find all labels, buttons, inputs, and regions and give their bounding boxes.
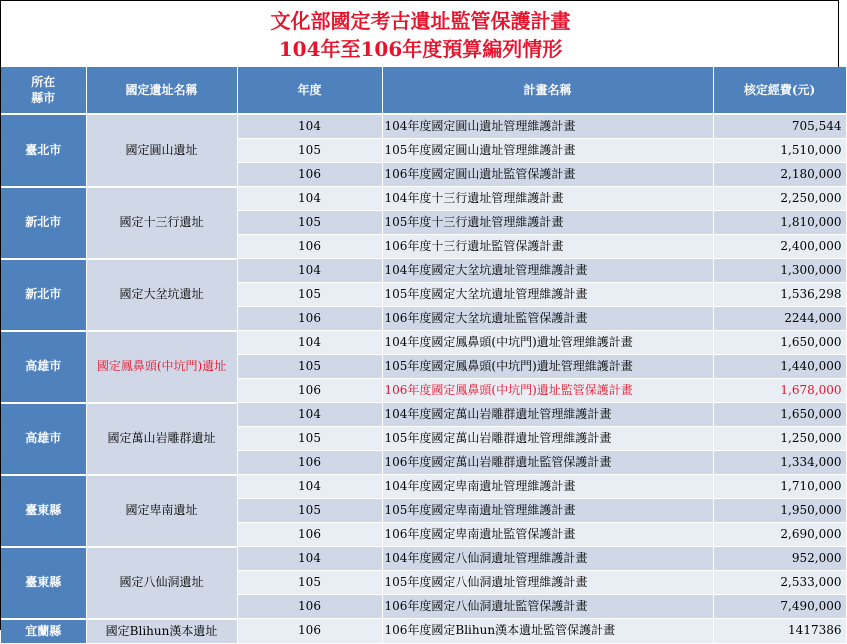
plan-name-cell: 106年度十三行遺址監管保護計畫 [382, 235, 713, 259]
page-title [1, 7, 840, 63]
site-name-cell: 國定Blihun漢本遺址 [86, 619, 237, 644]
header-city: 所在 縣市 [1, 67, 86, 114]
site-name-cell: 國定鳳鼻頭(中坑門)遺址 [86, 331, 237, 403]
site-name-cell: 國定萬山岩雕群遺址 [86, 403, 237, 475]
year-cell: 106 [237, 307, 382, 331]
budget-amount-cell: 1,678,000 [713, 379, 846, 403]
table-row [1, 331, 846, 355]
plan-name-cell: 106年度國定八仙洞遺址監管保護計畫 [382, 595, 713, 619]
site-name-cell: 國定圓山遺址 [86, 114, 237, 187]
budget-amount-cell: 1,950,000 [713, 499, 846, 523]
table-row [1, 619, 846, 644]
year-cell: 104 [237, 114, 382, 139]
plan-name-cell: 105年度國定大坌坑遺址管理維護計畫 [382, 283, 713, 307]
year-cell: 104 [237, 475, 382, 499]
budget-amount-cell: 2,533,000 [713, 571, 846, 595]
budget-amount-cell: 1417386 [713, 619, 846, 644]
city-cell: 臺北市 [1, 114, 86, 187]
plan-name-cell: 105年度十三行遺址管理維護計畫 [382, 211, 713, 235]
budget-amount-cell: 1,650,000 [713, 403, 846, 427]
plan-name-cell: 106年度國定鳳鼻頭(中坑門)遺址監管保護計畫 [382, 379, 713, 403]
budget-amount-cell: 1,440,000 [713, 355, 846, 379]
plan-name-cell: 105年度國定圓山遺址管理維護計畫 [382, 139, 713, 163]
site-name-cell: 國定八仙洞遺址 [86, 547, 237, 619]
budget-amount-cell: 1,810,000 [713, 211, 846, 235]
header-row [1, 67, 846, 114]
budget-amount-cell: 1,536,298 [713, 283, 846, 307]
budget-amount-cell: 1,650,000 [713, 331, 846, 355]
plan-name-cell: 104年度國定大坌坑遺址管理維護計畫 [382, 259, 713, 283]
table-row [1, 475, 846, 499]
budget-amount-cell: 2,180,000 [713, 163, 846, 187]
city-cell: 高雄市 [1, 403, 86, 475]
title-line-2: 104年至106年度預算編列情形 [278, 37, 563, 61]
plan-name-cell: 104年度國定八仙洞遺址管理維護計畫 [382, 547, 713, 571]
city-cell: 新北市 [1, 187, 86, 259]
city-cell: 臺東縣 [1, 475, 86, 547]
plan-name-cell: 105年度國定卑南遺址管理維護計畫 [382, 499, 713, 523]
budget-amount-cell: 1,250,000 [713, 427, 846, 451]
plan-name-cell: 104年度國定卑南遺址管理維護計畫 [382, 475, 713, 499]
plan-name-cell: 104年度十三行遺址管理維護計畫 [382, 187, 713, 211]
site-name-cell: 國定卑南遺址 [86, 475, 237, 547]
header-site: 國定遺址名稱 [86, 67, 237, 114]
plan-name-cell: 104年度國定鳳鼻頭(中坑門)遺址管理維護計畫 [382, 331, 713, 355]
year-cell: 104 [237, 331, 382, 355]
budget-amount-cell: 1,300,000 [713, 259, 846, 283]
year-cell: 105 [237, 139, 382, 163]
plan-name-cell: 104年度國定萬山岩雕群遺址管理維護計畫 [382, 403, 713, 427]
year-cell: 104 [237, 403, 382, 427]
title-line-1: 文化部國定考古遺址監管保護計畫 [270, 9, 571, 33]
year-cell: 106 [237, 451, 382, 475]
budget-table [1, 67, 847, 644]
header-plan: 計畫名稱 [382, 67, 713, 114]
year-cell: 104 [237, 187, 382, 211]
table-row [1, 259, 846, 283]
year-cell: 105 [237, 283, 382, 307]
city-cell: 新北市 [1, 259, 86, 331]
year-cell: 105 [237, 499, 382, 523]
year-cell: 106 [237, 235, 382, 259]
table-row [1, 403, 846, 427]
year-cell: 105 [237, 211, 382, 235]
plan-name-cell: 106年度國定大坌坑遺址監管保護計畫 [382, 307, 713, 331]
budget-amount-cell: 952,000 [713, 547, 846, 571]
year-cell: 106 [237, 379, 382, 403]
year-cell: 104 [237, 547, 382, 571]
budget-amount-cell: 7,490,000 [713, 595, 846, 619]
table-row [1, 547, 846, 571]
city-cell: 高雄市 [1, 331, 86, 403]
budget-amount-cell: 705,544 [713, 114, 846, 139]
year-cell: 105 [237, 571, 382, 595]
table-row [1, 187, 846, 211]
budget-amount-cell: 1,710,000 [713, 475, 846, 499]
budget-amount-cell: 2,690,000 [713, 523, 846, 547]
plan-name-cell: 105年度國定萬山岩雕群遺址管理維護計畫 [382, 427, 713, 451]
city-cell: 宜蘭縣 [1, 619, 86, 644]
header-budget: 核定經費(元) [713, 67, 846, 114]
header-year: 年度 [237, 67, 382, 114]
year-cell: 105 [237, 427, 382, 451]
plan-name-cell: 106年度國定圓山遺址監管保護計畫 [382, 163, 713, 187]
city-cell: 臺東縣 [1, 547, 86, 619]
plan-name-cell: 105年度國定鳳鼻頭(中坑門)遺址管理維護計畫 [382, 355, 713, 379]
table-row [1, 114, 846, 139]
plan-name-cell: 106年度國定Blihun漢本遺址監管保護計畫 [382, 619, 713, 644]
budget-amount-cell: 2,400,000 [713, 235, 846, 259]
table-body [1, 114, 846, 643]
plan-name-cell: 104年度國定圓山遺址管理維護計畫 [382, 114, 713, 139]
year-cell: 104 [237, 259, 382, 283]
year-cell: 105 [237, 355, 382, 379]
budget-amount-cell: 2244,000 [713, 307, 846, 331]
year-cell: 106 [237, 595, 382, 619]
site-name-cell: 國定大坌坑遺址 [86, 259, 237, 331]
year-cell: 106 [237, 619, 382, 644]
site-name-cell: 國定十三行遺址 [86, 187, 237, 259]
plan-name-cell: 106年度國定卑南遺址監管保護計畫 [382, 523, 713, 547]
year-cell: 106 [237, 163, 382, 187]
year-cell: 106 [237, 523, 382, 547]
plan-name-cell: 106年度國定萬山岩雕群遺址監管保護計畫 [382, 451, 713, 475]
budget-amount-cell: 1,334,000 [713, 451, 846, 475]
plan-name-cell: 105年度國定八仙洞遺址管理維護計畫 [382, 571, 713, 595]
budget-amount-cell: 2,250,000 [713, 187, 846, 211]
budget-amount-cell: 1,510,000 [713, 139, 846, 163]
